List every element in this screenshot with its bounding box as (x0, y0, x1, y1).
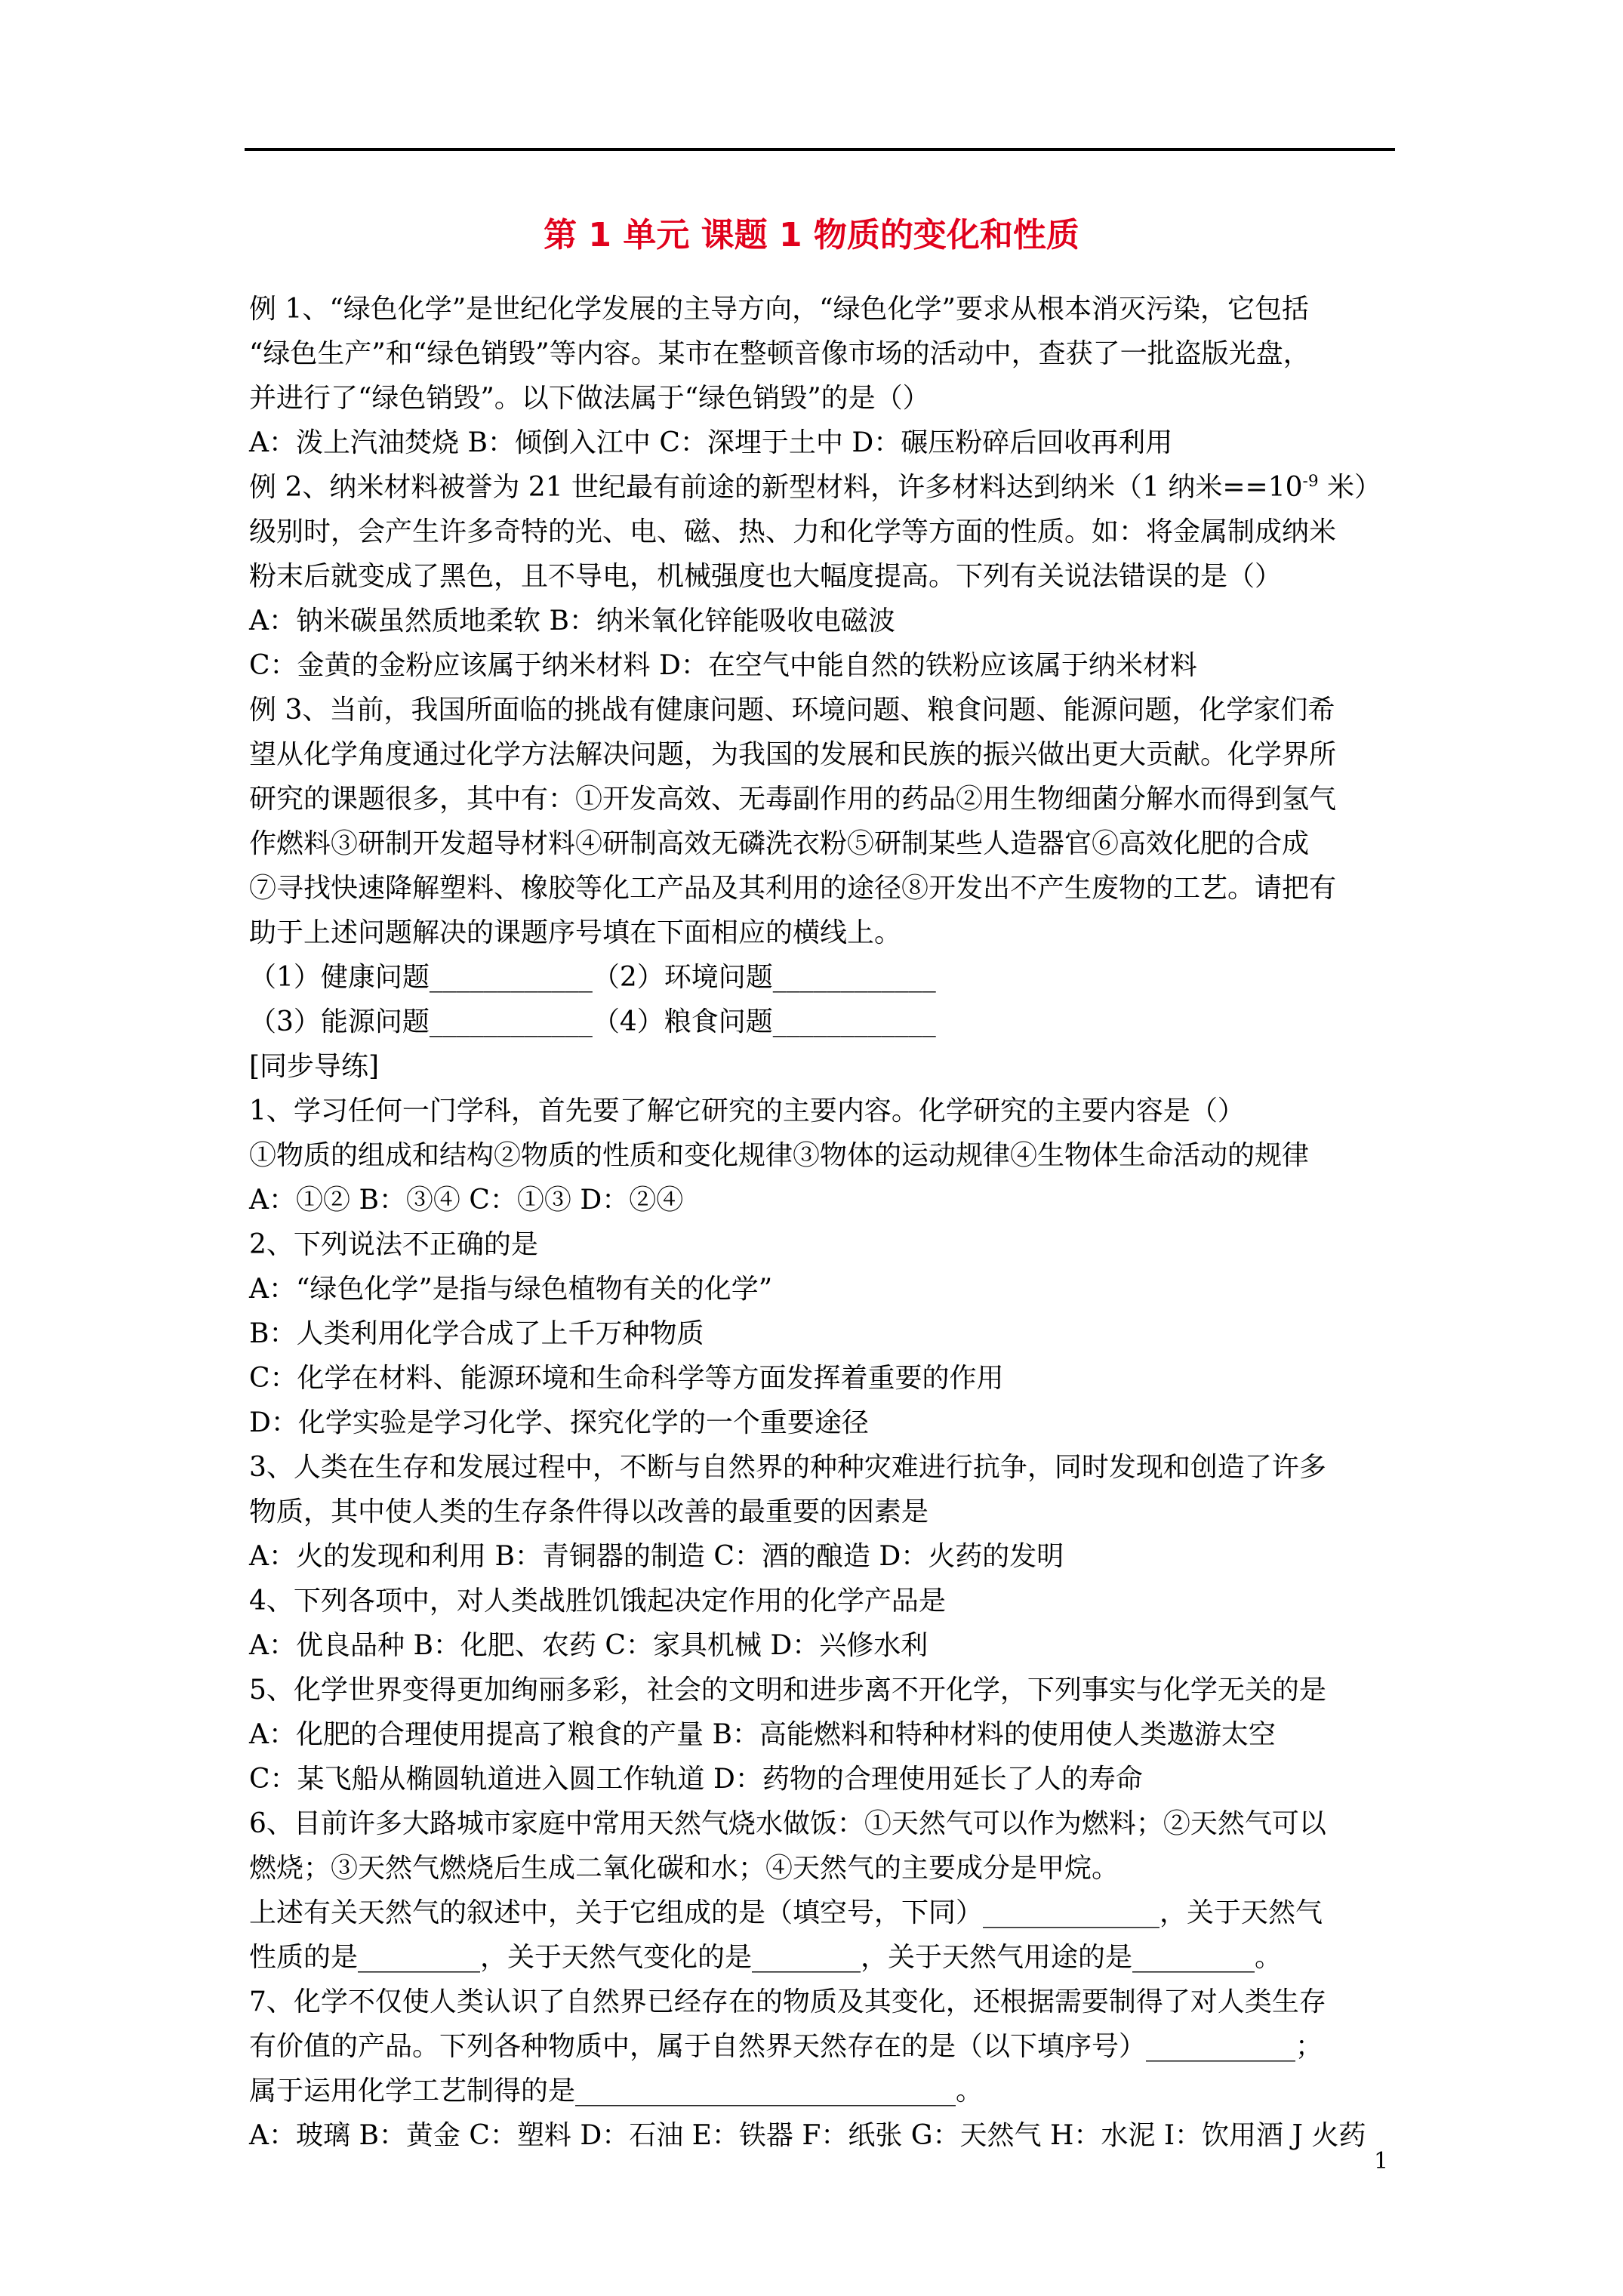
text-line: A：玻璃 B：黄金 C：塑料 D：石油 E：铁器 F：纸张 G：天然气 H：水泥 I：饮用酒 J 火药 (249, 2120, 1366, 2151)
text-line-part: 例 2、纳米材料被誉为 21 世纪最有前途的新型材料，许多材料达到纳米（1 纳米==10 (249, 472, 1303, 503)
text-line: 性质的是_________，关于天然气变化的是________，关于天然气用途的是_________。 (249, 1942, 1283, 1973)
text-line: 例 3、当前，我国所面临的挑战有健康问题、环境问题、粮食问题、能源问题，化学家们希 (249, 695, 1335, 726)
text-line: C：某飞船从椭圆轨道进入圆工作轨道 D：药物的合理使用延长了人的寿命 (249, 1764, 1143, 1795)
text-line: ⑦寻找快速降解塑料、橡胶等化工产品及其利用的途径⑧开发出不产生废物的工艺。请把有 (249, 873, 1337, 904)
text-line: 望从化学角度通过化学方法解决问题，为我国的发展和民族的振兴做出更大贡献。化学界所 (249, 739, 1337, 770)
text-line: 6、目前许多大路城市家庭中常用天然气烧水做饭：①天然气可以作为燃料；②天然气可以 (249, 1808, 1326, 1839)
text-line: 物质，其中使人类的生存条件得以改善的最重要的因素是 (249, 1496, 929, 1527)
text-line: 研究的课题很多，其中有：①开发高效、无毒副作用的药品②用生物细菌分解水而得到氢气 (249, 784, 1337, 815)
text-line: 例 1、“绿色化学”是世纪化学发展的主导方向，“绿色化学”要求从根本消灭污染，它包括 (249, 294, 1309, 325)
text-line: 作燃料③研制开发超导材料④研制高效无磷洗衣粉⑤研制某些人造器官⑥高效化肥的合成 (249, 828, 1310, 859)
text-line: B：人类利用化学合成了上千万种物质 (249, 1318, 704, 1349)
text-line: [同步导练] (249, 1051, 380, 1082)
text-line: A：①② B：③④ C：①③ D：②④ (249, 1185, 684, 1216)
text-line: （3）能源问题____________（4）粮食问题____________ (249, 1006, 936, 1037)
page-number: 1 (1374, 2148, 1389, 2174)
text-line: A：“绿色化学”是指与绿色植物有关的化学” (249, 1274, 773, 1305)
text-line: 并进行了“绿色销毁”。以下做法属于“绿色销毁”的是（） (249, 383, 930, 414)
text-line: 属于运用化学工艺制得的是____________________________。 (249, 2076, 984, 2106)
text-line: “绿色生产”和“绿色销毁”等内容。某市在整顿音像市场的活动中，查获了一批盗版光盘， (249, 338, 1310, 369)
page-title: 第 1 单元 课题 1 物质的变化和性质 (544, 216, 1079, 254)
text-line: 1、学习任何一门学科，首先要了解它研究的主要内容。化学研究的主要内容是（） (249, 1096, 1245, 1126)
text-line: ①物质的组成和结构②物质的性质和变化规律③物体的运动规律④生物体生命活动的规律 (249, 1140, 1310, 1171)
text-line: A：钠米碳虽然质地柔软 B：纳米氧化锌能吸收电磁波 (249, 606, 895, 636)
text-line: C：化学在材料、能源环境和生命科学等方面发挥着重要的作用 (249, 1363, 1004, 1394)
text-line: （1）健康问题____________（2）环境问题____________ (249, 962, 936, 993)
text-line: 上述有关天然气的叙述中，关于它组成的是（填空号，下同）_____________，关于天然气 (249, 1897, 1323, 1928)
text-line: 有价值的产品。下列各种物质中，属于自然界天然存在的是（以下填序号）___________； (249, 2031, 1323, 2062)
text-line: 4、下列各项中，对人类战胜饥饿起决定作用的化学产品是 (249, 1586, 946, 1616)
text-line: A：化肥的合理使用提高了粮食的产量 B：高能燃料和特种材料的使用使人类遨游太空 (249, 1719, 1276, 1750)
text-line: A：泼上汽油焚烧 B：倾倒入江中 C：深埋于土中 D：碾压粉碎后回收再利用 (249, 427, 1173, 458)
text-line: 级别时，会产生许多奇特的光、电、磁、热、力和化学等方面的性质。如：将金属制成纳米 (249, 516, 1337, 547)
text-line: 助于上述问题解决的课题序号填在下面相应的横线上。 (249, 917, 902, 948)
text-line (249, 465, 1389, 510)
text-line: A：优良品种 B：化肥、农药 C：家具机械 D：兴修水利 (249, 1630, 929, 1661)
exponent: -9 (1302, 472, 1319, 491)
text-line: D：化学实验是学习化学、探究化学的一个重要途径 (249, 1407, 869, 1438)
text-line-part: 米） (1318, 472, 1382, 503)
text-line: 3、人类在生存和发展过程中，不断与自然界的种种灾难进行抗争，同时发现和创造了许多 (249, 1452, 1326, 1483)
text-line: 5、化学世界变得更加绚丽多彩，社会的文明和进步离不开化学，下列事实与化学无关的是 (249, 1675, 1326, 1706)
document-body (249, 287, 1389, 2158)
text-line: 燃烧；③天然气燃烧后生成二氧化碳和水；④天然气的主要成分是甲烷。 (249, 1853, 1119, 1884)
text-line: 粉末后就变成了黑色，且不导电，机械强度也大幅度提高。下列有关说法错误的是（） (249, 561, 1283, 592)
text-line: 2、下列说法不正确的是 (249, 1229, 538, 1260)
header-rule (245, 148, 1395, 151)
text-line: C：金黄的金粉应该属于纳米材料 D：在空气中能自然的铁粉应该属于纳米材料 (249, 650, 1197, 681)
text-line: A：火的发现和利用 B：青铜器的制造 C：酒的酿造 D：火药的发明 (249, 1541, 1064, 1572)
text-line: 7、化学不仅使人类认识了自然界已经存在的物质及其变化，还根据需要制得了对人类生存 (249, 1986, 1326, 2017)
